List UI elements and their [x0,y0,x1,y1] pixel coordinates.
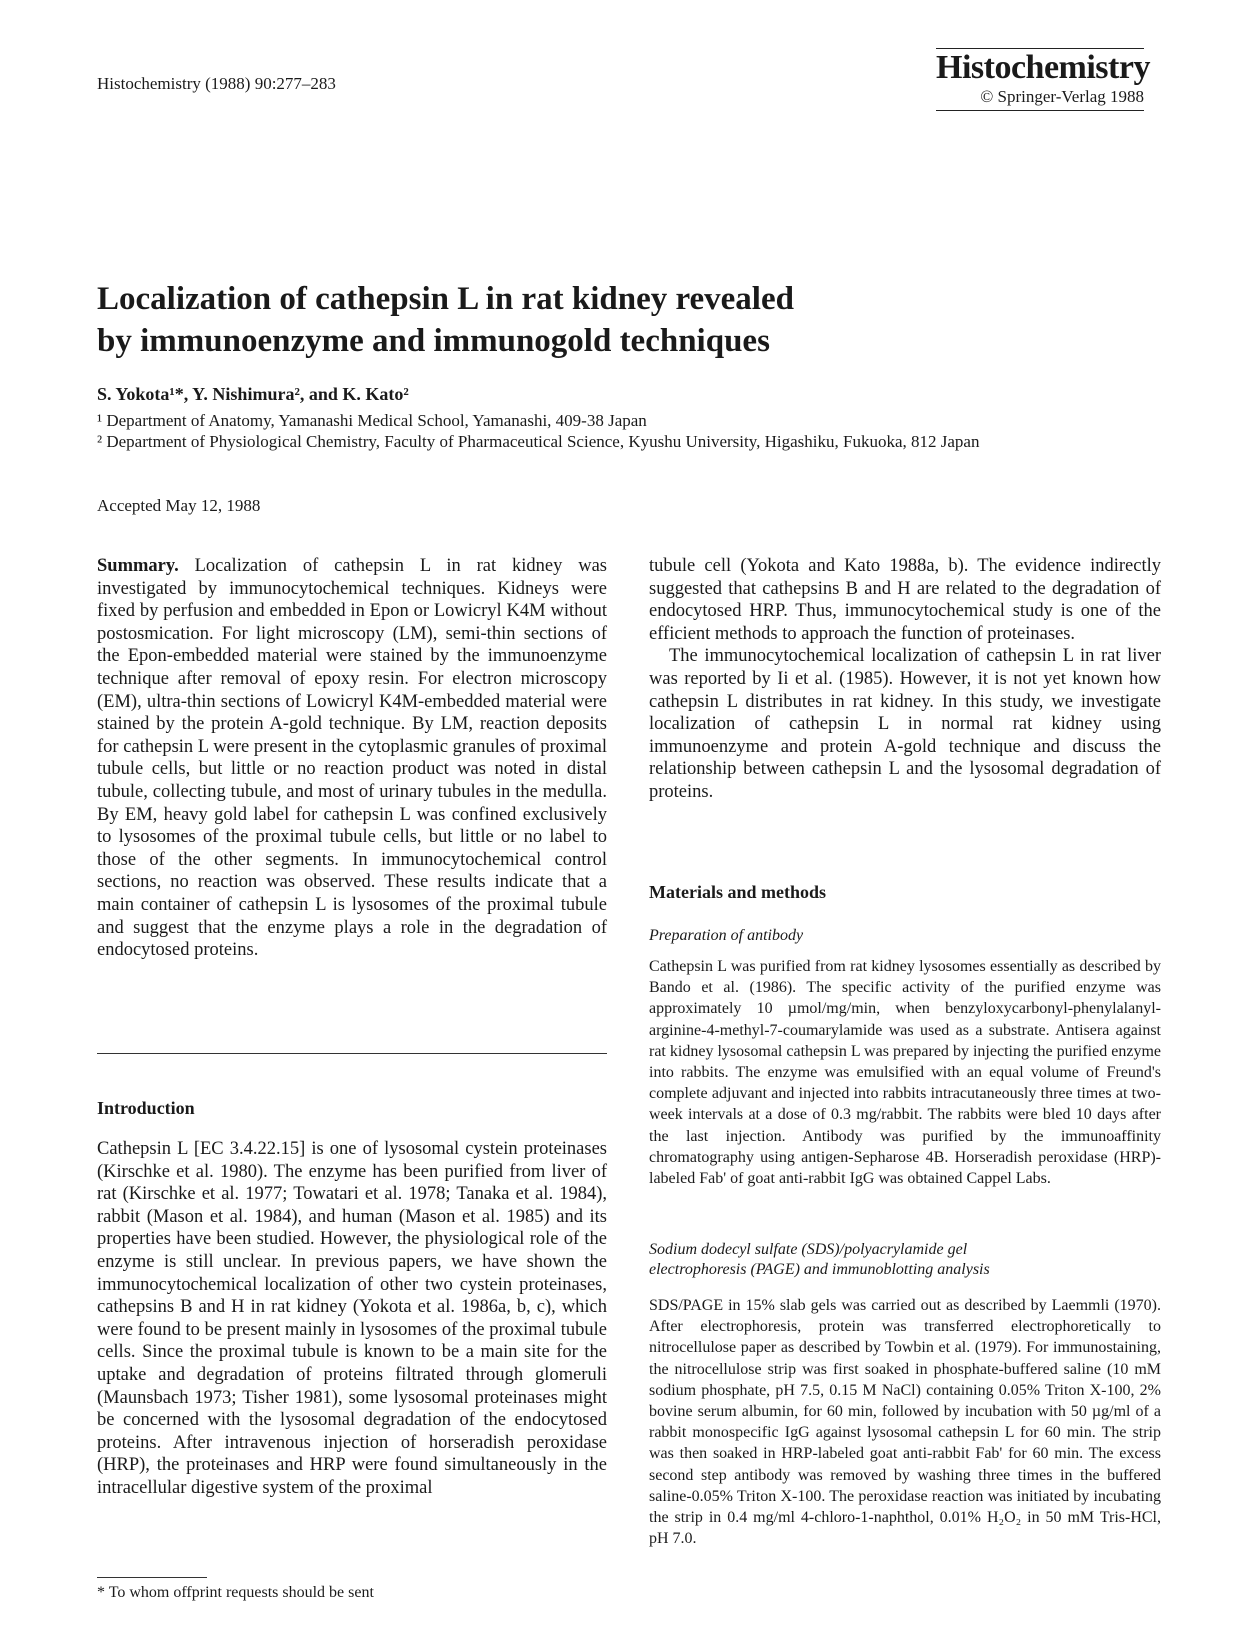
paper-title [97,278,1097,362]
summary-paragraph [97,555,607,962]
affiliations [97,410,1147,452]
sds-subheading [649,1240,1161,1280]
sds-subheading-line-1: Sodium dodecyl sulfate (SDS)/polyacrylamide gel [649,1241,968,1258]
title-line-1: Localization of cathepsin L in rat kidney revealed [97,281,794,317]
sds-paragraph: SDS/PAGE in 15% slab gels was carried out as described by Laemmli (1970). After electrophoresis, protein was transferred electrophoretically to nitrocellulose paper as described by Towbin et al. (1979). For immunostaining, the nitrocellulose strip was first soaked in phosphate-buffered saline (10 mM sodium phosphate, pH 7.5, 0.15 M NaCl) containing 0.05% Triton X-100, 2% bovine serum albumin, for 60 min, followed by incubation with 50 µg/ml of a rabbit monospecific IgG against lysosomal cathepsin L for 60 min. The strip was then soaked in HRP-labeled goat anti-rabbit Fab' for 60 min. The excess second step antibody was removed by washing three times in the buffered saline-0.05% Triton X-100. The peroxidase reaction was initiated by incubating the strip in 0.4 mg/ml 4-chloro-1-naphthol, 0.01% H₂O₂ in 50 mM Tris-HCl, pH 7.0. [649,1297,1161,1548]
sds-subheading-line-2: electrophoresis (PAGE) and immunoblotting analysis [649,1261,990,1278]
methods-heading: Materials and methods [649,882,826,902]
antibody-paragraph: Cathepsin L was purified from rat kidney lysosomes essentially as described by Bando et al. (1986). The specific activity of the purified enzyme was approximately 10 µmol/mg/min, when benzyloxycarbonyl-phenylalanyl-arginine-4-methyl-7-coumarylamide was used as a substrate. Antisera against rat kidney lysosomal cathepsin L was prepared by injecting the purified enzyme into rabbits. The enzyme was emulsified with an equal volume of Freund's complete adjuvant and injected into rabbits intracutaneously three times at two-week intervals at a dose of 0.3 mg/rabbit. The rabbits were bled 10 days after the last injection. Antibody was purified by the immunoaffinity chromatography using antigen-Sepharose 4B. Horseradish peroxidase (HRP)-labeled Fab' of goat anti-rabbit IgG was obtained Cappel Labs. [649,958,1161,1188]
summary-divider [97,1053,607,1054]
brand-bottom-rule [936,110,1144,111]
introduction-paragraph: Cathepsin L [EC 3.4.22.15] is one of lysosomal cystein proteinases (Kirschke et al. 1980). The enzyme has been purified from liver of rat (Kirschke et al. 1977; Towatari et al. 1978; Tanaka et al. 1984), rabbit (Mason et al. 1984), and human (Mason et al. 1985) and its properties have been studied. However, the physiological role of the enzyme is still unclear. In previous papers, we have shown the immunocytochemical localization of other two cystein proteinases, cathepsins B and H in rat kidney (Yokota et al. 1986a, b, c), which were found to be present mainly in lysosomes of the proximal tubule cells. Since the proximal tubule is known to be a main site for the uptake and degradation of proteins filtrated through glomeruli (Maunsbach 1973; Tisher 1981), some lysosomal proteinases might be concerned with the lysosomal degradation of the endocytosed proteins. After intravenous injection of horseradish peroxidase (HRP), the proteinases and HRP were found simultaneously in the intracellular digestive system of the proximal [97,1139,607,1498]
introduction-heading: Introduction [97,1098,195,1118]
introduction-continued [649,555,1161,804]
antibody-subheading: Preparation of antibody [649,927,804,944]
summary-block [97,555,607,962]
title-line-2: by immunoenzyme and immunogold techniques [97,323,770,359]
footnote-rule [97,1577,207,1578]
affiliation-1: ¹ Department of Anatomy, Yamanashi Medical School, Yamanashi, 409-38 Japan [97,411,647,430]
intro-continued-paragraph-1: tubule cell (Yokota and Kato 1988a, b). The evidence indirectly suggested that cathepsins B and H are related to the degradation of endocytosed HRP. Thus, immunocytochemical study is one of the efficient methods to approach the function of proteinases. [649,556,1161,644]
copyright-line: © Springer-Verlag 1988 [980,87,1144,106]
footnote: * To whom offprint requests should be sent [97,1584,374,1601]
author-list: S. Yokota¹*, Y. Nishimura², and K. Kato² [97,384,409,404]
summary-lead: Summary. [97,556,179,576]
summary-text: Localization of cathepsin L in rat kidney was investigated by immunocytochemical techniques. Kidneys were fixed by perfusion and embedded in Epon or Lowicryl K4M without postosmication. For light microscopy (LM), semi-thin sections of the Epon-embedded material were stained by the immunoenzyme technique after removal of epoxy resin. For electron microscopy (EM), ultra-thin sections of Lowicryl K4M-embedded material were stained by the protein A-gold technique. By LM, reaction deposits for cathepsin L were present in the cytoplasmic granules of proximal tubule cells, but little or no reaction product was noted in distal tubule, collecting tubule, and most of urinary tubules in the medulla. By EM, heavy gold label for cathepsin L was confined exclusively to lysosomes of the proximal tubule cells, but little or no label to those of the other segments. In immunocytochemical control sections, no reaction was observed. These results indicate that a main container of cathepsin L is lysosomes of the proximal tubule and suggest that the enzyme plays a role in the degradation of endocytosed proteins. [97,556,607,961]
antibody-text [649,956,1161,1189]
affiliation-2: ² Department of Physiological Chemistry, Faculty of Pharmaceutical Science, Kyushu University, Higashiku, Fukuoka, 812 Japan [97,432,980,451]
journal-name: Histochemistry [936,49,1150,86]
journal-brand [936,48,1150,111]
intro-continued-paragraph-2: The immunocytochemical localization of cathepsin L in rat liver was reported by Ii et al. (1985). However, it is not yet known how cathepsin L distributes in rat kidney. In this study, we investigate localization of cathepsin L in normal rat kidney using immunoenzyme and protein A-gold technique and discuss the relationship between cathepsin L and the lysosomal degradation of proteins. [649,646,1161,802]
journal-citation: Histochemistry (1988) 90:277–283 [97,74,336,93]
sds-text [649,1295,1161,1549]
accepted-date: Accepted May 12, 1988 [97,496,261,515]
introduction-text [97,1138,607,1500]
